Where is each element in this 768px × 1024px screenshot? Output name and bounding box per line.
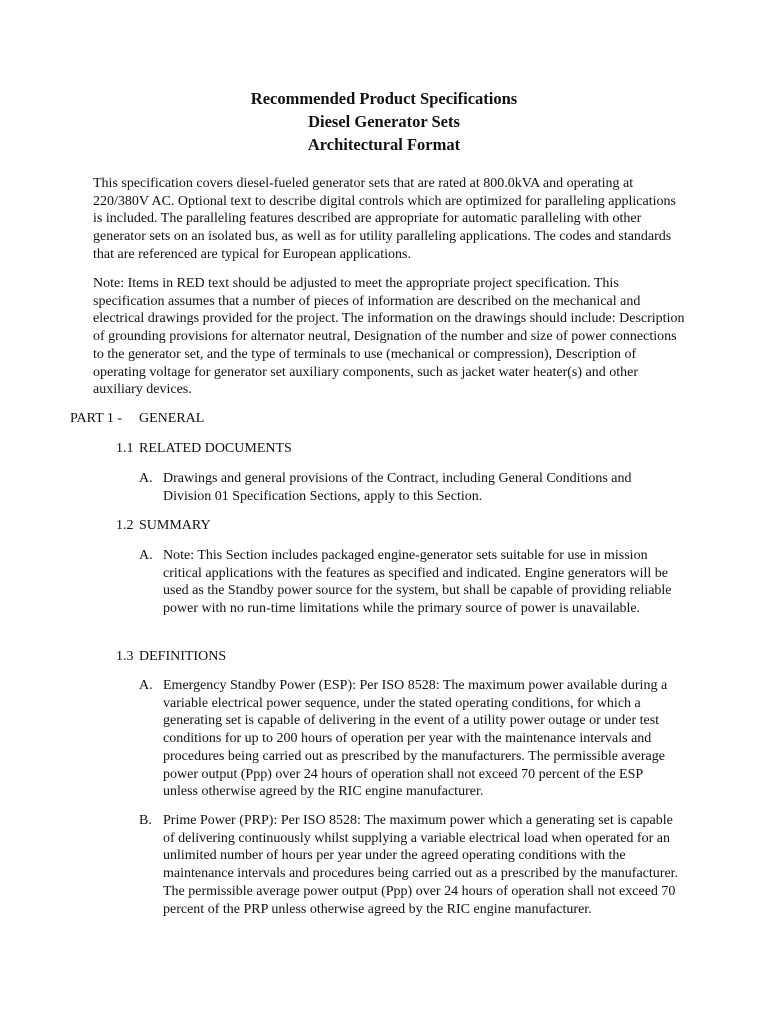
document-title-block	[0, 87, 768, 156]
item-letter: A.	[139, 678, 153, 693]
list-item	[139, 470, 679, 505]
list-item	[139, 547, 679, 618]
item-text: Emergency Standby Power (ESP): Per ISO 8528: The maximum power available during a variable electrical power sequence, under the stated operating conditions, for which a generating set is capable of delivering in the event of a utility power outage or under test conditions for up to 200 hours of operation per year with the maintenance intervals and procedures being carried out as prescribed by the manufacturers. The permissible average power output (Ppp) over 24 hours of operation shall not exceed 70 percent of the ESP unless otherwise agreed by the RIC engine manufacturer.	[163, 678, 668, 800]
section-title: DEFINITIONS	[139, 649, 227, 664]
part-heading	[70, 410, 204, 428]
section-number: 1.3	[116, 649, 134, 664]
part-number: PART 1 -	[70, 411, 123, 426]
intro-paragraph-note: Note: Items in RED text should be adjusted to meet the appropriate project specification. This specification assumes that a number of pieces of information are described on the mechanical and electrical drawings provided for the project. The information on the drawings should include: Description of grounding provisions for alternator neutral, Designation of the number and size of power connections to the generator set, and the type of terminals to use (mechanical or compression), Description of operating voltage for generator set auxiliary components, such as jacket water heater(s) and other auxiliary devices.	[93, 276, 685, 398]
section-number: 1.2	[116, 518, 134, 533]
part-title: GENERAL	[139, 411, 205, 426]
document-title: Recommended Product Specifications	[250, 89, 518, 108]
document-format-line: Architectural Format	[307, 135, 461, 154]
section-title: SUMMARY	[139, 518, 211, 533]
section-heading-definitions	[116, 648, 226, 666]
item-text: Drawings and general provisions of the Contract, including General Conditions and Division 01 Specification Sections, apply to this Section.	[163, 471, 632, 504]
item-letter: A.	[139, 471, 153, 486]
section-heading-summary	[116, 517, 211, 535]
document-subtitle: Diesel Generator Sets	[308, 112, 460, 131]
list-item	[139, 677, 679, 801]
item-text: Note: This Section includes packaged engine-generator sets suitable for use in mission critical applications with the features as specified and indicated. Engine generators will be used as the Standby power source for the system, but shall be capable of providing reliable power with no run-time limitations while the primary source of power is unavailable.	[163, 548, 672, 617]
item-text: Prime Power (PRP): Per ISO 8528: The maximum power which a generating set is capable of delivering continuously whilst supplying a variable electrical load when operated for an unlimited number of hours per year under the agreed operating conditions with the maintenance intervals and procedures being carried out as a prescribed by the manufacturer. The permissible average power output (Ppp) over 24 hours of operation shall not exceed 70 percent of the PRP unless otherwise agreed by the RIC engine manufacturer.	[163, 813, 679, 917]
intro-paragraph-scope: This specification covers diesel-fueled generator sets that are rated at 800.0kVA and operating at 220/380V AC. Optional text to describe digital controls which are optimized for paralleling applications is included. The paralleling features described are appropriate for automatic paralleling with other generator sets on an isolated bus, as well as for utility paralleling applications. The codes and standards that are referenced are typical for European applications.	[93, 176, 676, 262]
list-item	[139, 812, 679, 918]
section-number: 1.1	[116, 441, 134, 456]
item-letter: A.	[139, 548, 153, 563]
section-title: RELATED DOCUMENTS	[139, 441, 292, 456]
section-heading-related-documents	[116, 440, 292, 458]
item-letter: B.	[139, 813, 152, 828]
